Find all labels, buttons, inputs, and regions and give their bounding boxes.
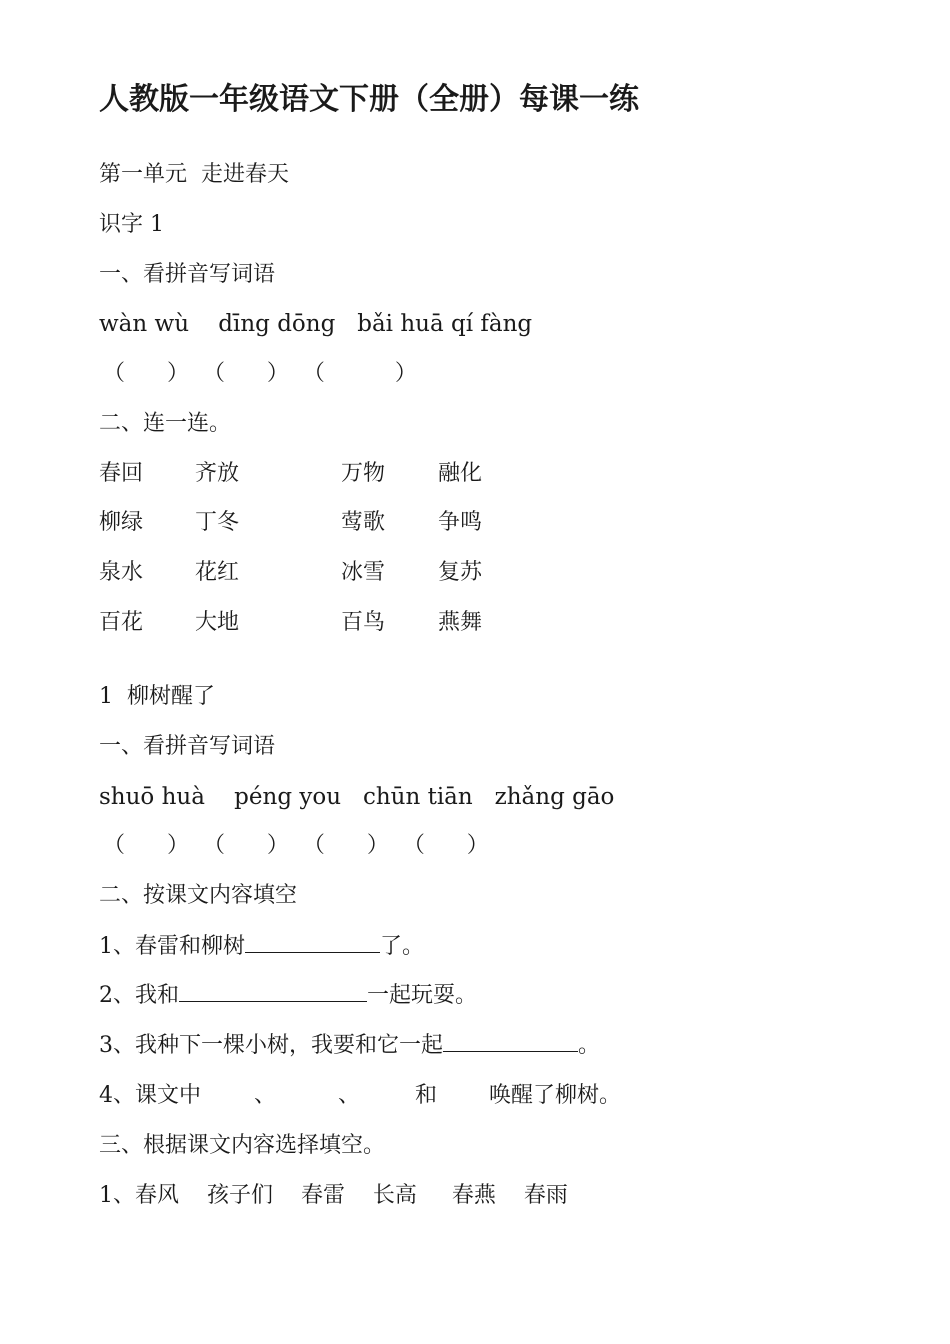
answer-brackets: （ ） （ ） （ ）: [103, 361, 417, 386]
lesson-title: 识字 1: [99, 212, 164, 237]
match-word: 燕舞: [438, 610, 483, 635]
match-word: 柳绿: [99, 510, 144, 535]
match-word: 丁冬: [195, 510, 240, 535]
lesson-title: 1 柳树醒了: [99, 684, 215, 709]
fill-separator: 、: [338, 1083, 361, 1108]
match-word: 泉水: [99, 560, 144, 585]
fill-question: 2、我和 一起玩耍。: [99, 983, 478, 1008]
fill-question: 1、春雷和柳树 了。: [99, 934, 425, 959]
match-word: 复苏: [438, 560, 483, 585]
section-heading: 二、按课文内容填空: [99, 883, 298, 908]
match-word: 冰雪: [341, 560, 386, 585]
word-choices: 1、春风 孩子们 春雷 长高 春燕 春雨: [99, 1183, 568, 1208]
section-heading: 一、看拼音写词语: [99, 262, 276, 287]
match-word: 大地: [195, 610, 240, 635]
match-word: 百鸟: [341, 610, 386, 635]
section-heading: 三、根据课文内容选择填空。: [99, 1133, 386, 1158]
match-word: 百花: [99, 610, 144, 635]
answer-brackets: （ ） （ ） （ ） （ ）: [103, 833, 489, 858]
fill-question-label: 4、课文中: [99, 1083, 201, 1108]
match-word: 莺歌: [341, 510, 386, 535]
match-word: 齐放: [195, 461, 240, 486]
unit-heading: 第一单元 走进春天: [99, 162, 289, 187]
answer-blank[interactable]: [443, 1031, 578, 1052]
match-word: 争鸣: [438, 510, 483, 535]
pinyin-line: shuō huà péng you chūn tiān zhǎng gāo: [99, 784, 615, 810]
match-word: 花红: [195, 560, 240, 585]
fill-connector: 和: [415, 1083, 438, 1108]
fill-separator: 、: [254, 1083, 277, 1108]
fill-question-tail: 唤醒了柳树。: [489, 1083, 622, 1108]
pinyin-line: wàn wù dīng dōng bǎi huā qí fàng: [99, 311, 533, 337]
page-title: 人教版一年级语文下册（全册）每课一练: [99, 82, 639, 117]
section-heading: 二、连一连。: [99, 411, 232, 436]
match-word: 春回: [99, 461, 144, 486]
match-word: 万物: [341, 461, 386, 486]
answer-blank[interactable]: [245, 932, 380, 953]
section-heading: 一、看拼音写词语: [99, 734, 276, 759]
fill-question: 3、我种下一棵小树，我要和它一起 。: [99, 1033, 601, 1058]
match-word: 融化: [438, 461, 483, 486]
answer-blank[interactable]: [179, 981, 367, 1002]
